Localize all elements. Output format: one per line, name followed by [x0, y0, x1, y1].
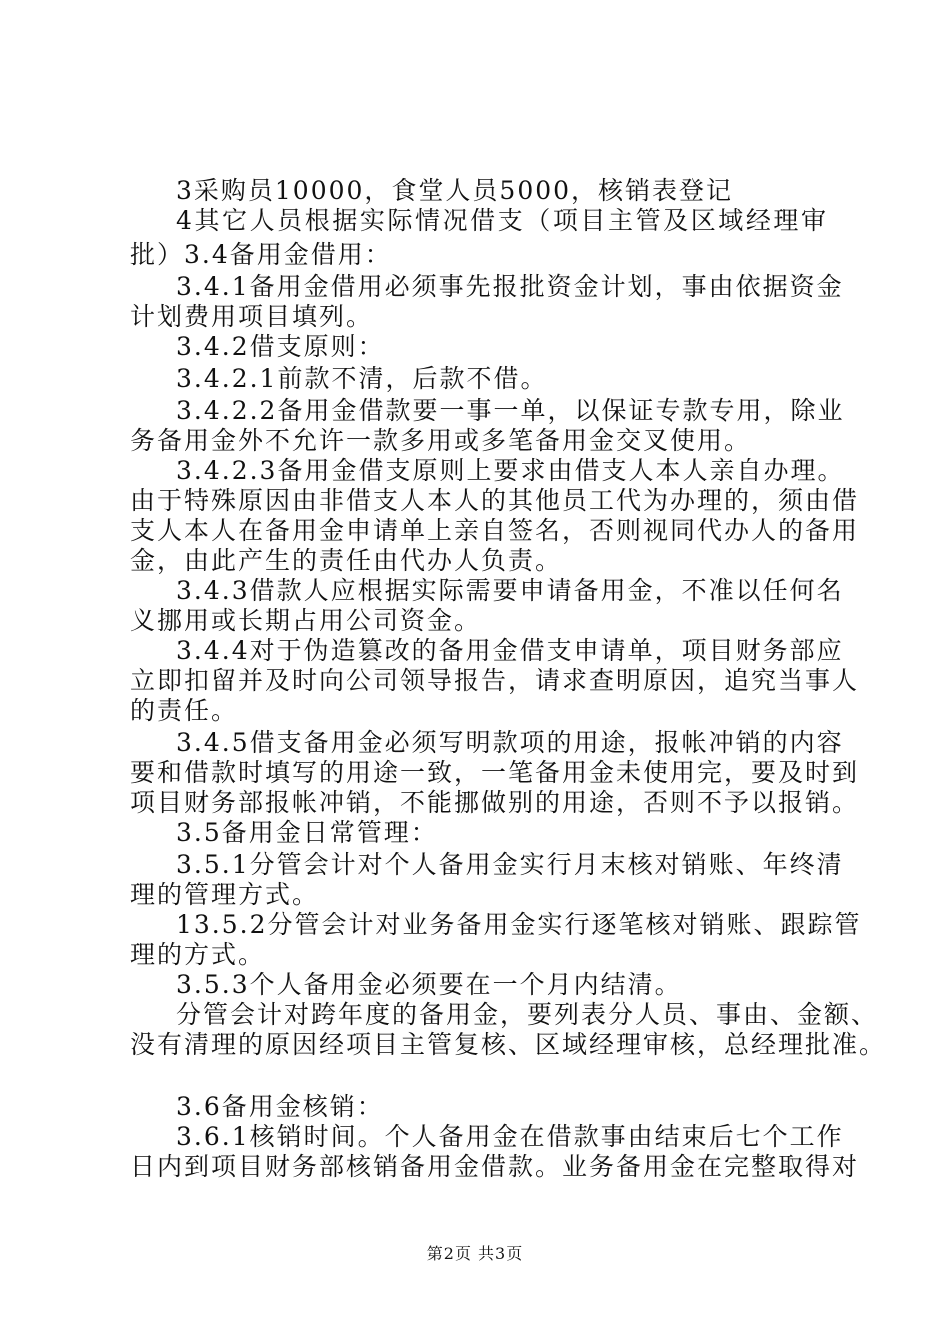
text-line: 批）3.4备用金借用：: [130, 240, 392, 269]
page-number-footer: 第2页 共3页: [426, 1244, 524, 1263]
text-line: 3.6备用金核销：: [176, 1092, 384, 1121]
text-line: 计划费用项目填列。: [130, 302, 374, 331]
text-line: 3.4.5借支备用金必须写明款项的用途，报帐冲销的内容: [176, 728, 844, 757]
text-line: 3.5.1分管会计对个人备用金实行月末核对销账、年终清: [176, 850, 844, 879]
text-line: 日内到项目财务部核销备用金借款。业务备用金在完整取得对: [130, 1152, 860, 1181]
text-line: 项目财务部报帐冲销，不能挪做别的用途，否则不予以报销。: [130, 788, 860, 817]
text-line: 3.4.1备用金借用必须事先报批资金计划，事由依据资金: [176, 272, 844, 301]
text-line: 3.4.2.2备用金借款要一事一单，以保证专款专用，除业: [176, 396, 845, 425]
text-line: 没有清理的原因经项目主管复核、区域经理审核，总经理批准。: [130, 1030, 887, 1059]
text-line: 4其它人员根据实际情况借支（项目主管及区域经理审: [176, 206, 828, 235]
text-line: 3.5.3个人备用金必须要在一个月内结清。: [176, 970, 682, 999]
text-line: 分管会计对跨年度的备用金，要列表分人员、事由、金额、: [176, 1000, 879, 1029]
text-line: 支人本人在备用金申请单上亲自签名，否则视同代办人的备用: [130, 516, 860, 545]
text-line: 义挪用或长期占用公司资金。: [130, 606, 482, 635]
text-line: 务备用金外不允许一款多用或多笔备用金交叉使用。: [130, 426, 752, 455]
text-line: 3.4.3借款人应根据实际需要申请备用金，不准以任何名: [176, 576, 844, 605]
text-line: 3采购员10000，食堂人员5000，核销表登记: [176, 176, 734, 205]
text-line: 要和借款时填写的用途一致，一笔备用金未使用完，要及时到: [130, 758, 860, 787]
text-line: 的责任。: [130, 696, 239, 725]
text-line: 3.4.2.1前款不清，后款不借。: [176, 364, 548, 393]
text-line: 3.4.2借支原则：: [176, 332, 385, 361]
text-line: 理的方式。: [130, 940, 266, 969]
text-line: 3.4.4对于伪造篡改的备用金借支申请单，项目财务部应: [176, 636, 844, 665]
text-line: 3.6.1核销时间。个人备用金在借款事由结束后七个工作: [176, 1122, 844, 1151]
text-line: 理的管理方式。: [130, 880, 320, 909]
text-line: 由于特殊原因由非借支人本人的其他员工代为办理的，须由借: [130, 486, 860, 515]
text-line: 3.4.2.3备用金借支原则上要求由借支人本人亲自办理。: [176, 456, 845, 485]
text-line: 3.5备用金日常管理：: [176, 818, 438, 847]
text-line: 立即扣留并及时向公司领导报告，请求查明原因，追究当事人: [130, 666, 860, 695]
text-line: 13.5.2分管会计对业务备用金实行逐笔核对销账、跟踪管: [176, 910, 862, 939]
text-line: 金，由此产生的责任由代办人负责。: [130, 546, 563, 575]
